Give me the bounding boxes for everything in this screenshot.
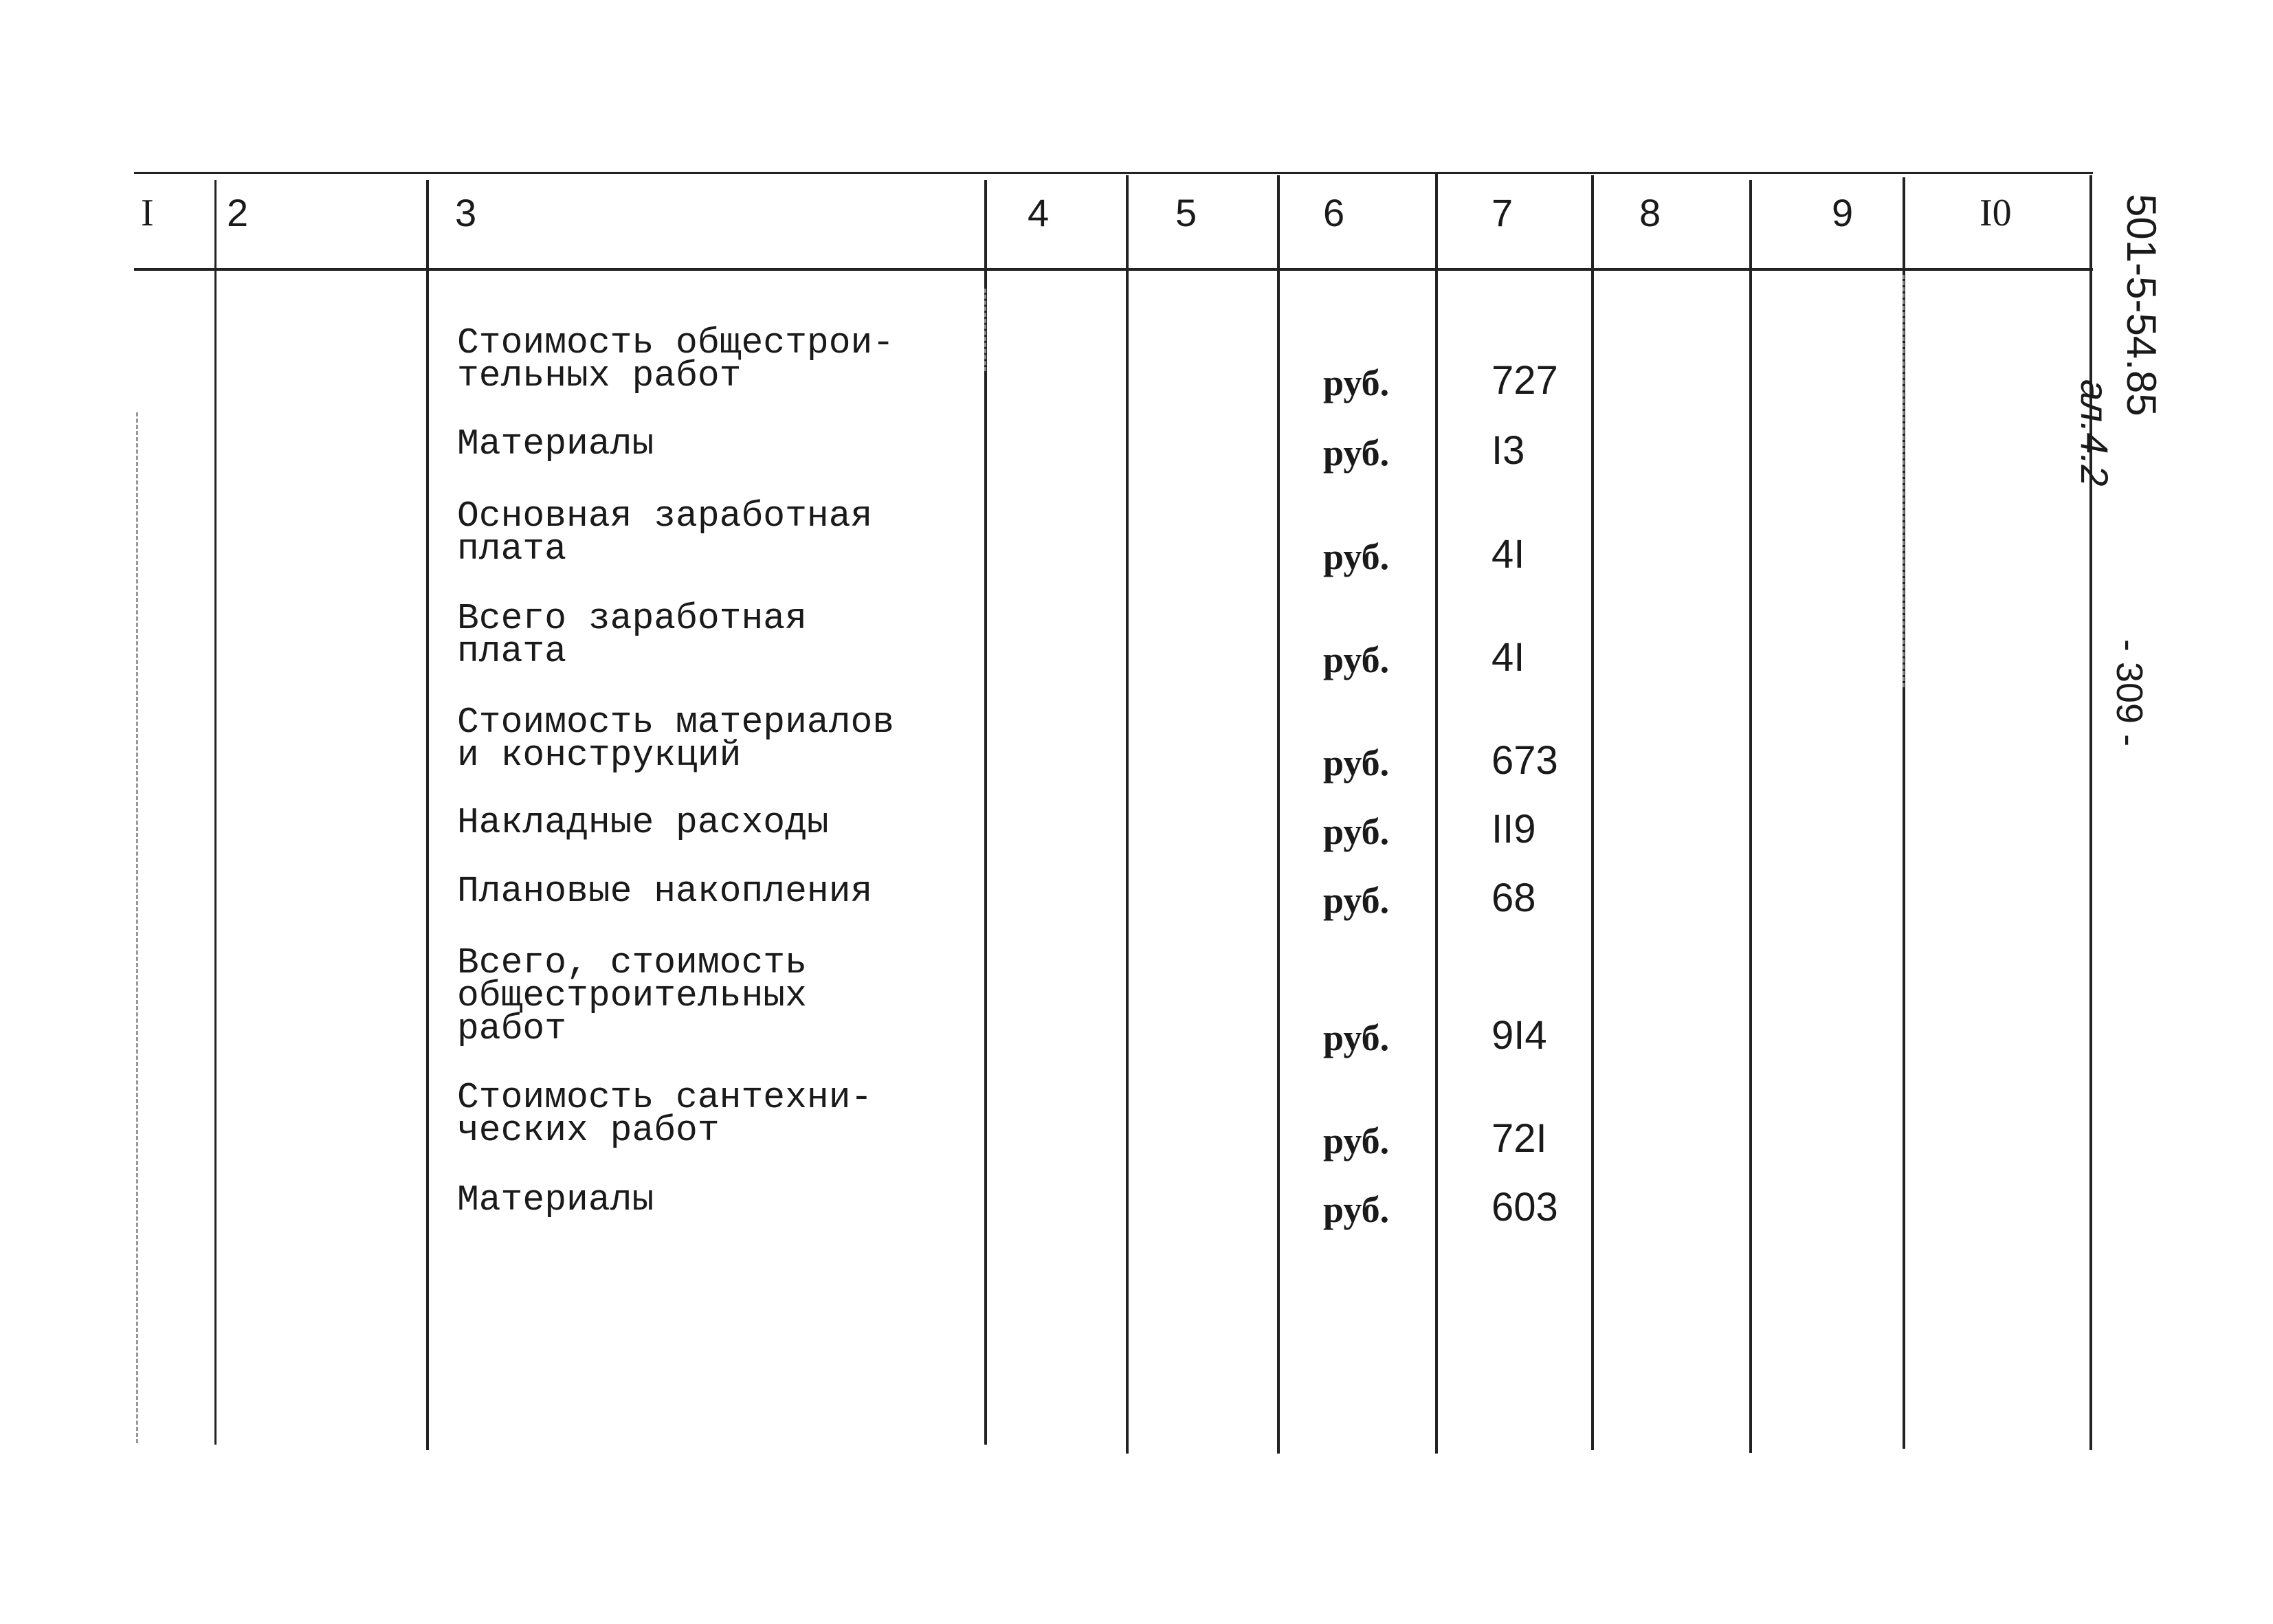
table-right-rule — [2089, 175, 2092, 1450]
row-unit: руб. — [1323, 1017, 1390, 1058]
row-description: Материалы — [457, 423, 654, 465]
column-divider-5 — [1126, 175, 1129, 1454]
row-unit: руб. — [1323, 1120, 1390, 1161]
column-9-dash — [1903, 275, 1905, 687]
row-description: Основная заработная плата — [457, 496, 873, 570]
column-header-8: 8 — [1639, 191, 1661, 234]
row-value: 68 — [1492, 876, 1536, 920]
row-description: Стоимость общестрои- тельных работ — [457, 322, 895, 397]
table-top-rule — [134, 172, 2093, 174]
row-value: 4I — [1492, 635, 1525, 680]
column-header-5: 5 — [1175, 191, 1197, 234]
row-description: Всего заработная плата — [457, 598, 807, 672]
row-unit: руб. — [1323, 432, 1390, 474]
row-description: Материалы — [457, 1179, 654, 1221]
column-4-dash — [984, 289, 986, 371]
row-unit: руб. — [1323, 639, 1390, 680]
column-divider-3 — [426, 180, 429, 1450]
column-header-6: 6 — [1323, 191, 1345, 234]
row-unit: руб. — [1323, 811, 1390, 852]
row-value: 603 — [1492, 1185, 1558, 1230]
row-unit: руб. — [1323, 742, 1390, 783]
row-unit: руб. — [1323, 362, 1390, 403]
row-unit: руб. — [1323, 880, 1390, 921]
column-header-3: 3 — [455, 191, 477, 234]
row-description: Стоимость сантехни- ческих работ — [457, 1077, 873, 1151]
row-value: II9 — [1492, 807, 1536, 852]
row-description: Плановые накопления — [457, 871, 873, 912]
column-divider-9 — [1749, 180, 1752, 1453]
column-header-10: I0 — [1980, 192, 2012, 234]
row-value: 72I — [1492, 1116, 1547, 1161]
column-divider-7 — [1435, 172, 1438, 1454]
row-unit: руб. — [1323, 1189, 1390, 1230]
row-unit: руб. — [1323, 536, 1390, 577]
row-description: Всего, стоимость общестроительных работ — [457, 942, 807, 1049]
row-value: 727 — [1492, 358, 1558, 403]
document-code: 501-5-54.85 — [2118, 194, 2164, 416]
row-value: 673 — [1492, 738, 1558, 783]
column-divider-6 — [1277, 175, 1280, 1454]
row-value: 4I — [1492, 532, 1525, 577]
column-header-4: 4 — [1028, 191, 1050, 234]
page-number: - 309 - — [2109, 639, 2150, 747]
row-value: I3 — [1492, 428, 1525, 473]
column-header-9: 9 — [1832, 191, 1854, 234]
column-header-2: 2 — [227, 191, 249, 234]
column-divider-8 — [1591, 175, 1594, 1450]
row-description: Стоимость материалов и конструкций — [457, 702, 895, 776]
column-header-1: I — [141, 192, 154, 234]
column-divider-2 — [214, 180, 217, 1445]
album-reference: ал.4.2 — [2073, 379, 2116, 487]
column-header-7: 7 — [1492, 191, 1514, 234]
row-value: 9I4 — [1492, 1013, 1547, 1058]
row-description: Накладные расходы — [457, 802, 829, 843]
left-margin-dash — [136, 412, 138, 1443]
